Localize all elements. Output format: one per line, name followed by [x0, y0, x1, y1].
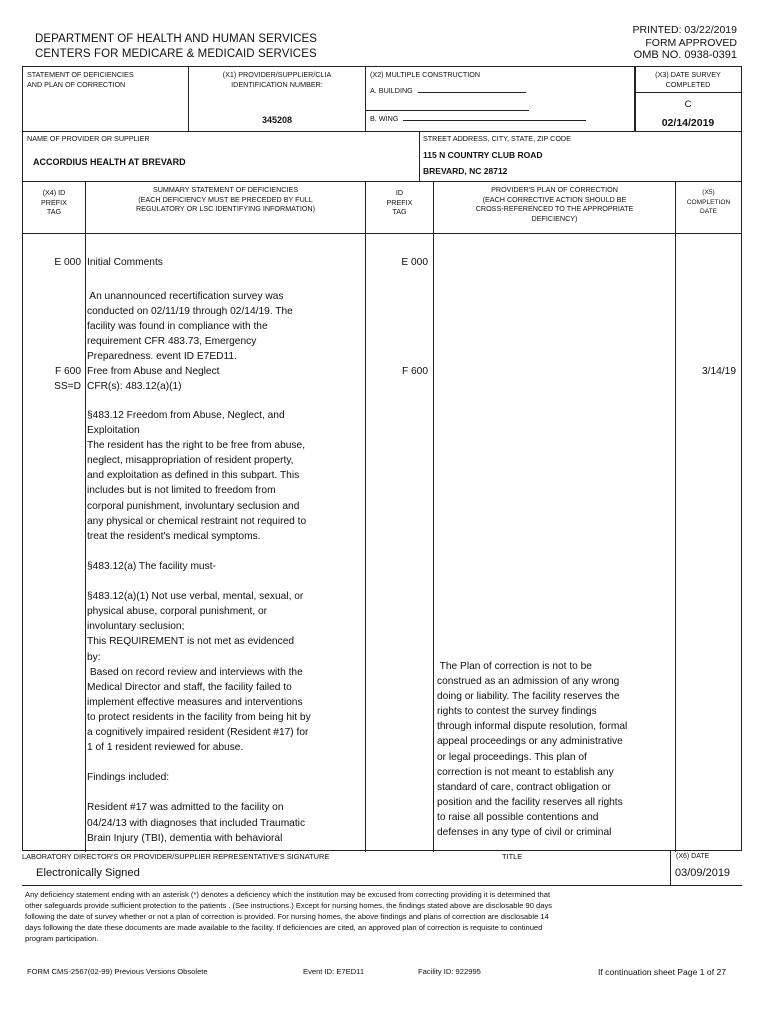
x1-label: (X1) PROVIDER/SUPPLIER/CLIA IDENTIFICATION NUMBER:	[222, 70, 332, 89]
signature-label: LABORATORY DIRECTOR'S OR PROVIDER/SUPPLIER REPRESENTATIVE'S SIGNATURE	[22, 852, 330, 861]
signature-date: 03/09/2019	[675, 867, 731, 879]
divider	[433, 181, 434, 852]
id-header: ID PREFIX TAG	[386, 188, 413, 216]
divider	[23, 131, 741, 132]
divider	[675, 181, 676, 852]
f600-text: §483.12 Freedom from Abuse, Neglect, and Exploitation The resident has the right to be free from abuse, neglect, misappropriation of resident property, and exploitation as defined in this subpart. This includes but is not limited to freedom from corporal punishment, involuntary seclusion and any physical or chemical restraint not required to treat the resident's medical symptoms. §483.12(a) The facility must- §483.12(a)(1) Not use verbal, mental, sexual, or physical abuse, corporal punishment, or involuntary seclusion; This REQUIREMENT is not met as evidenced by: Based on record review and interviews with the Medical Director and staff, the facility failed to implement effective measures and interventions to protect residents in the facility from being hit by a cognitively impaired resident (Resident #17) for 1 of 1 resident reviewed for abuse. Findings included: Resident #17 was admitted to the facility on 04/24/13 with diagnoses that included Traumatic Brain Injury (TBI), dementia with behavioral	[87, 410, 311, 844]
divider	[365, 67, 366, 131]
wing-label: B. WING	[370, 114, 586, 124]
agency-header	[35, 32, 317, 62]
form-number: FORM CMS-2567(02-99) Previous Versions Obsolete	[27, 967, 208, 976]
divider	[635, 92, 741, 93]
department-name: DEPARTMENT OF HEALTH AND HUMAN SERVICES	[35, 33, 318, 45]
e000-title: Initial Comments	[87, 257, 163, 268]
address-line-2: BREVARD, NC 28712	[423, 166, 508, 176]
x6-date-label: (X6) DATE	[676, 853, 710, 860]
wing-line	[403, 120, 586, 121]
address-line-1: 115 N COUNTRY CLUB ROAD	[423, 150, 543, 160]
event-id: Event ID: E7ED11	[303, 967, 365, 976]
divider	[419, 131, 420, 181]
f600-completion-date: 3/14/19	[702, 366, 736, 377]
disclaimer: Any deficiency statement ending with an asterisk (*) denotes a deficiency which the institution may be excused from correcting providing it is determined that other safeguards provide sufficient protection to the patients . (See instructions.) Except for nursing homes, the findings stated above are disclosable 90 days following the date of survey whether or not a plan of correction is provided. For nursing homes, the above findings and plans of correction are disclosable 14 days following the date these documents are made available to the facility. If deficiencies are cited, an approved plan of correction is requisite to continued program participation.	[25, 890, 553, 943]
omb-number: OMB NO. 0938-0391	[633, 49, 737, 61]
divider	[365, 110, 529, 111]
address-label: STREET ADDRESS, CITY, STATE, ZIP CODE	[423, 134, 571, 143]
x4-header: (X4) ID PREFIX TAG	[41, 188, 67, 216]
provider-name: ACCORDIUS HEALTH AT BREVARD	[33, 157, 186, 167]
x2-label: (X2) MULTIPLE CONSTRUCTION	[370, 70, 481, 79]
f600-title: Free from Abuse and Neglect CFR(s): 483.12(a)(1)	[87, 366, 220, 393]
divider	[22, 885, 742, 886]
printed-date: PRINTED: 03/22/2019	[632, 24, 737, 36]
form-meta	[633, 24, 737, 62]
building-line	[418, 92, 526, 93]
divider	[670, 851, 671, 886]
statement-label: STATEMENT OF DEFICIENCIES AND PLAN OF CORRECTION	[27, 70, 134, 89]
provider-name-label: NAME OF PROVIDER OR SUPPLIER	[27, 134, 150, 143]
e000-text: An unannounced recertification survey was conducted on 02/11/19 through 02/14/19. The facility was found in compliance with the requirement CFR 483.73, Emergency Preparedness. event ID E7ED11.	[87, 291, 293, 363]
summary-header: SUMMARY STATEMENT OF DEFICIENCIES (EACH DEFICIENCY MUST BE PRECEDED BY FULL REGULATORY OR LSC IDENTIFYING INFORMATION)	[135, 185, 316, 213]
divider	[85, 181, 86, 852]
x5-header: (X5) COMPLETION DATE	[686, 189, 731, 215]
survey-code: C	[684, 99, 692, 110]
e000-prefix-tag: E 000	[54, 257, 81, 268]
x3-label: (X3) DATE SURVEY COMPLETED	[655, 70, 721, 89]
divider	[365, 181, 366, 852]
page-indicator: If continuation sheet Page 1 of 27	[598, 967, 727, 977]
survey-completed-date: 02/14/2019	[661, 117, 715, 129]
provider-id-number: 345208	[261, 115, 293, 125]
divider	[23, 233, 741, 234]
form-approved: FORM APPROVED	[645, 36, 737, 49]
e000-id-tag: E 000	[401, 257, 428, 268]
f600-id-tag: F 600	[401, 366, 428, 377]
building-label: A. BUILDING	[370, 86, 526, 96]
divider	[23, 181, 741, 182]
plan-header: PROVIDER'S PLAN OF CORRECTION (EACH CORRECTIVE ACTION SHOULD BE CROSS-REFERENCED TO THE APPROPRIATE DEFICIENCY)	[475, 185, 634, 223]
f600-prefix-tag: F 600 SS=D	[54, 366, 81, 393]
title-label: TITLE	[502, 852, 523, 861]
agency-name: CENTERS FOR MEDICARE & MEDICAID SERVICES	[35, 48, 317, 60]
signature-value: Electronically Signed	[36, 867, 140, 879]
facility-id: Facility ID: 922995	[418, 967, 481, 976]
plan-of-correction-text: The Plan of correction is not to be construed as an admission of any wrong doing or liability. The facility reserves the rights to contest the survey findings through informal dispute resolution, formal appeal proceedings or any administrative or legal proceedings. This plan of correction is not meant to establish any standard of care, contract obligation or position and the facility reserves all rights to raise all possible contentions and defenses in any type of civil or criminal	[437, 661, 628, 839]
deficiency-form	[22, 66, 742, 851]
